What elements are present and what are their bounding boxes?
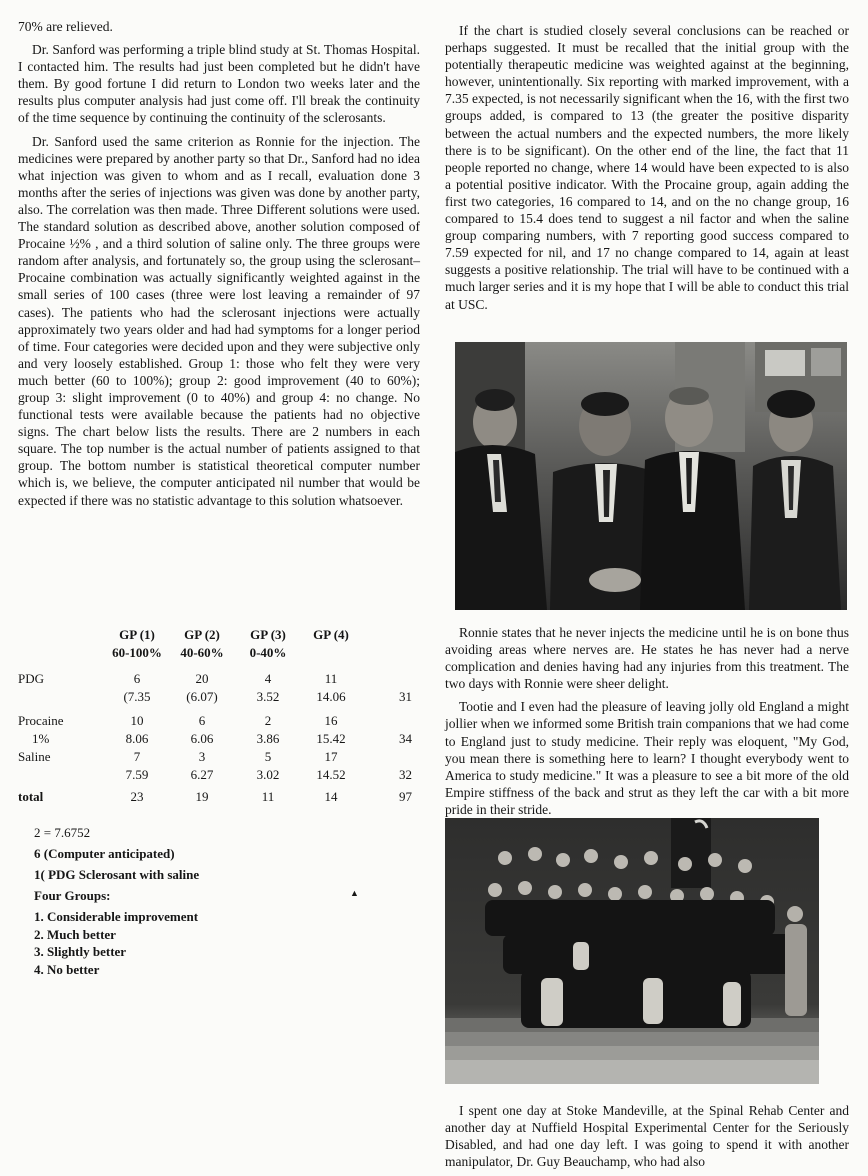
table-cell: (7.35 bbox=[123, 689, 151, 704]
grand-total: 97 bbox=[399, 789, 412, 804]
table-cell: 2 bbox=[264, 713, 272, 728]
table-cell: 7.59 bbox=[125, 767, 149, 782]
table-cell: 3.52 bbox=[256, 689, 280, 704]
table-cell: 17 bbox=[324, 749, 338, 764]
table-row bbox=[18, 712, 412, 730]
computer-note: 6 (Computer anticipated) bbox=[34, 846, 175, 861]
table-cell: 8.06 bbox=[125, 731, 149, 746]
paragraph: 70% are relieved. bbox=[18, 19, 113, 34]
table-cell: 14.52 bbox=[316, 767, 346, 782]
table-cell: 14.06 bbox=[316, 689, 346, 704]
table-cell: 23 bbox=[130, 789, 144, 804]
table-cell: 11 bbox=[324, 671, 338, 686]
table-cell: 19 bbox=[195, 789, 209, 804]
table-row bbox=[18, 748, 412, 766]
table-cell: (6.07) bbox=[186, 689, 218, 704]
column-header: GP (4) bbox=[313, 627, 349, 642]
list-item: 1. Considerable improvement bbox=[34, 909, 199, 924]
left-column bbox=[18, 18, 420, 515]
table-cell: 3.86 bbox=[256, 731, 280, 746]
chi-square-note: 2 = 7.6752 bbox=[34, 825, 91, 840]
table-notes bbox=[34, 822, 374, 978]
table-cell: 6.27 bbox=[190, 767, 214, 782]
table-cell: 15.42 bbox=[316, 731, 346, 746]
table-cell: 6 bbox=[198, 713, 206, 728]
row-label: PDG bbox=[18, 671, 45, 686]
table-cell: 11 bbox=[261, 789, 275, 804]
table-header-row bbox=[18, 626, 412, 662]
row-total: 34 bbox=[399, 731, 412, 746]
row-label bbox=[18, 688, 106, 706]
row-total: 32 bbox=[399, 767, 412, 782]
paragraph: If the chart is studied closely several conclusions can be reached or perhaps suggested. It must be recalled that the initial group with the potentially therapeutic medicine was weighted against at the beginning, however, unintentionally. Six reporting with marked improvement, with a 7.35 expected, is not necessarily significant when the 16, with the first two groups added, is compared to 13 (the greater the positive disparity between the actual numbers and the expected numbers, the more likely there is to be significant). On the other end of the line, the fact that 11 people reported no change, where 14 would have been expected to is also a potential positive indicator. With the Procaine group, again adding the first two categories, 16 compared to 14, and on the no change group, 16 compared to 15.4 does tend to suggest a nil factor and when the saline group comparing numbers, with 7 reporting good success compared to 7.59 expected for nil, and 17 no change compared to 14, again at least suggests a positive relationship. The trial will have to be continued with a much larger series and it is my hope that I will be able to conduct this trial at USC. bbox=[445, 23, 849, 312]
results-table bbox=[18, 626, 428, 806]
table-cell: 5 bbox=[264, 749, 272, 764]
paragraph: Ronnie states that he never injects the medicine until he is on bone thus avoiding areas where nerves are. He states he has never had a nerve complication and denies having had any injuries from this treatment. The two days with Ronnie were sheer delight. bbox=[445, 625, 849, 692]
groups-list bbox=[34, 908, 374, 978]
row-label bbox=[18, 766, 106, 784]
right-column-middle bbox=[445, 624, 849, 824]
list-item: 4. No better bbox=[34, 961, 100, 977]
row-label: Saline bbox=[18, 749, 51, 764]
list-item: 2. Much better bbox=[34, 926, 116, 942]
paragraph: I spent one day at Stoke Mandeville, at the Spinal Rehab Center and another day at Nuffield Hospital Experimental Center for the Seriously Disabled, and had one day left. I was going to spend it with another manipulator, Dr. Guy Beauchamp, who had also bbox=[445, 1103, 849, 1170]
pdg-note: 1( PDG Sclerosant with saline bbox=[34, 867, 200, 882]
table-cell: 10 bbox=[130, 713, 144, 728]
column-header: GP (2) 40-60% bbox=[180, 627, 224, 660]
table-cell: 20 bbox=[195, 671, 209, 686]
table-cell: 6.06 bbox=[190, 731, 214, 746]
table-row bbox=[18, 670, 412, 688]
right-column-bottom bbox=[445, 1102, 849, 1176]
photo-four-men bbox=[455, 342, 847, 610]
table-row bbox=[18, 730, 412, 748]
table-total-row bbox=[18, 788, 412, 806]
groups-heading: Four Groups: bbox=[34, 888, 111, 903]
table-cell: 16 bbox=[324, 713, 338, 728]
triangle-mark-icon: ▲ bbox=[350, 888, 359, 898]
table-cell: 14 bbox=[324, 789, 338, 804]
paragraph: Dr. Sanford was performing a triple blind study at St. Thomas Hospital. I contacted him. The results had just been completed but he didn't have them. By good fortune I did return to London two weeks later and the results plus computer analysis had just come off. I'll break the continuity of the time sequence by continuing the continuity of the sclerosants. bbox=[18, 42, 420, 126]
column-header: GP (1) 60-100% bbox=[112, 627, 162, 660]
row-label: total bbox=[18, 789, 44, 804]
right-column-top bbox=[445, 22, 849, 319]
table-row bbox=[18, 688, 412, 706]
table-cell: 7 bbox=[133, 749, 141, 764]
row-total: 31 bbox=[399, 689, 412, 704]
row-label: Procaine bbox=[18, 713, 64, 728]
list-item: 3. Slightly better bbox=[34, 944, 127, 959]
table-row bbox=[18, 766, 412, 784]
column-header: GP (3) 0-40% bbox=[249, 627, 287, 660]
paragraph: Tootie and I even had the pleasure of leaving jolly old England a might jollier when we informed some British train companions that we had come to England just to study medicine. Their reply was eloquent, "My God, you mean there is something here to learn? I thought everybody went to America to study medicine." It was a pleasure to see a bit more of the old Empire stiffness of the back and strut as they left the car with a bit more pride in their stride. bbox=[445, 699, 849, 817]
table-cell: 3.02 bbox=[256, 767, 280, 782]
table-cell: 3 bbox=[198, 749, 206, 764]
photo-group-on-steps bbox=[445, 818, 819, 1084]
table-cell: 4 bbox=[264, 671, 272, 686]
row-label: 1% bbox=[32, 731, 50, 746]
paragraph: Dr. Sanford used the same criterion as Ronnie for the injection. The medicines were prepared by another party so that Dr., Sanford had no idea what injection was given to whom and as I recall, evaluation done 3 months after the series of injections was given was done by another party, also. The correlation was then made. Three Different solutions were used. The standard solution as described above, another solution composed of Procaine ½% , and a third solution of saline only. The three groups were random after analysis, and fortunately so, the group using the sclerosant–Procaine combination was actually significantly weighted against in the small series of 100 cases (three were lost leaving a remainder of 97 cases). The patients who had the sclerosant injections were actually approximately two years older and had had symptoms for a longer period of time. Four categories were decided upon and they were subjective only and very loosely established. Group 1: those who felt they were very much better (60 to 100%); group 2: good improvement (40 to 60%); group 3: slight improvement (0 to 40%) and group 4: no change. No functional tests were available because the patients had no objective signs. The chart below lists the results. There are 2 numbers in each square. The top number is the actual number of patients assigned to that group. The bottom number is statistical theoretical computer number which is, we believe, the computer anticipated nil number that would be expected if there was no statistic advantage to this solution whatsoever. bbox=[18, 133, 420, 508]
table-cell: 6 bbox=[133, 671, 141, 686]
